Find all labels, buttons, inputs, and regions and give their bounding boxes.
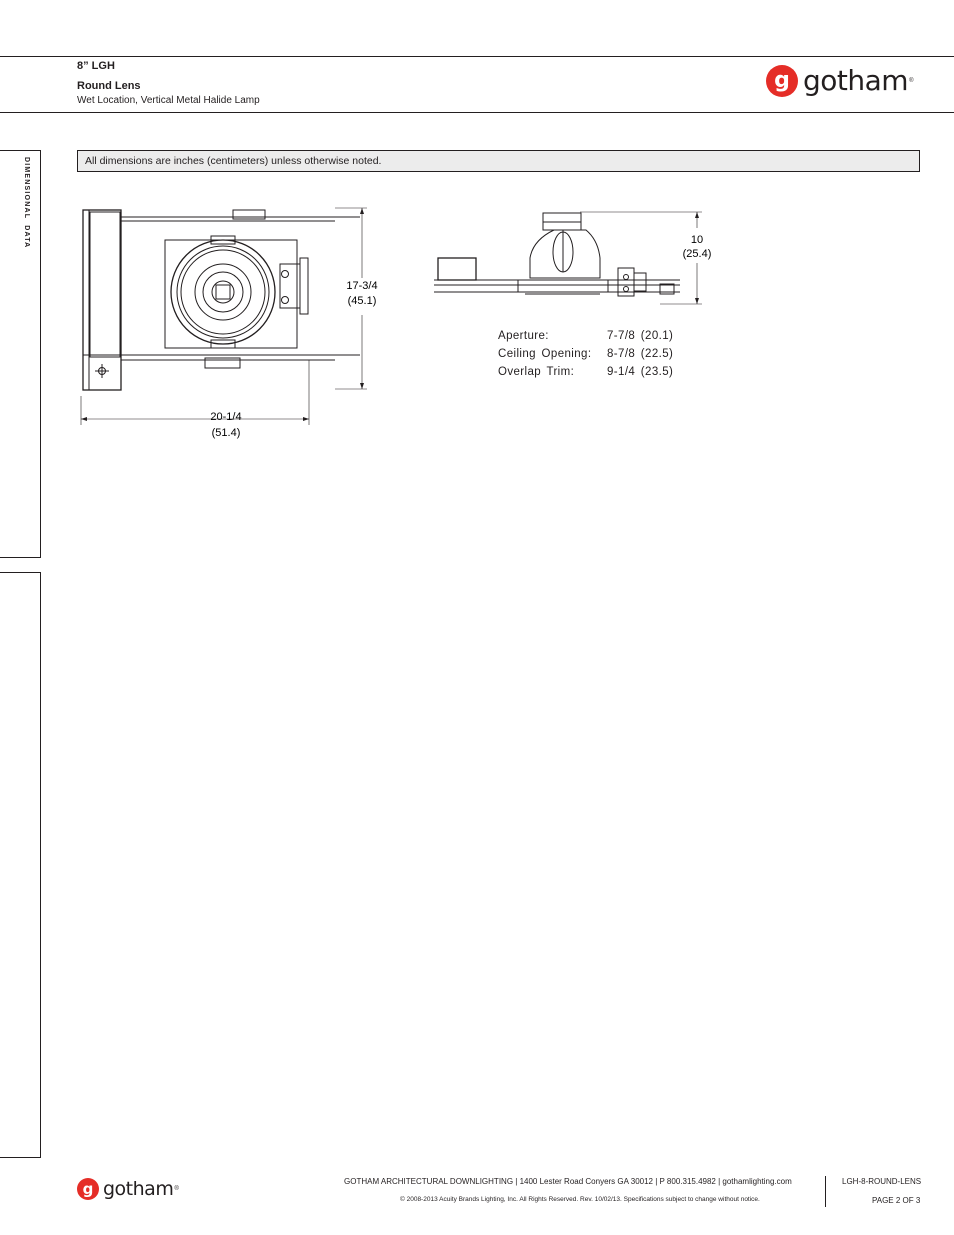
footer-copyright: © 2008-2013 Acuity Brands Lighting, Inc. All Rights Reserved. Rev. 10/02/13. Specifications subject to change without notice. [400, 1196, 760, 1203]
footer-divider [825, 1176, 826, 1207]
spec-label: Overlap Trim: [498, 366, 575, 378]
gotham-wordmark: gotham [103, 1178, 174, 1200]
spec-value: 7-7/8 (20.1) [607, 330, 674, 342]
plan-height-dim: 17-3/4 [346, 280, 378, 292]
opening-specs-table [498, 330, 673, 384]
product-code: 8” LGH [77, 60, 115, 72]
gotham-wordmark: gotham [803, 64, 909, 97]
spec-row-overlap-trim [498, 366, 673, 384]
registered-mark: ® [909, 77, 914, 84]
side-tab-blank [0, 572, 41, 1158]
gotham-g-icon: g [766, 65, 798, 97]
footer-company-info: GOTHAM ARCHITECTURAL DOWNLIGHTING | 1400 Lester Road Conyers GA 30012 | P 800.315.4982 | gothamlighting.com [344, 1177, 792, 1186]
spec-label: Aperture: [498, 330, 549, 342]
product-name: Round Lens [77, 80, 141, 92]
gotham-logo-footer [77, 1178, 179, 1200]
spec-value: 8-7/8 (22.5) [607, 348, 674, 360]
plan-view-drawing [75, 200, 395, 445]
gotham-logo-header [766, 64, 913, 97]
product-description: Wet Location, Vertical Metal Halide Lamp [77, 95, 260, 106]
plan-height-dim-cm: (45.1) [347, 295, 377, 307]
gotham-g-icon: g [77, 1178, 99, 1200]
spec-value: 9-1/4 (23.5) [607, 366, 674, 378]
plan-width-dim: 20-1/4 [210, 411, 242, 423]
spec-row-ceiling-opening [498, 348, 673, 366]
side-label-dimensional-data: DIMENSIONAL DATA [23, 157, 30, 249]
header-bottom-rule [0, 112, 954, 113]
registered-mark: ® [174, 1186, 179, 1192]
side-tab-dimensional [0, 150, 41, 558]
footer-page-number: PAGE 2 OF 3 [872, 1196, 921, 1205]
spec-row-aperture [498, 330, 673, 348]
plan-width-dim-cm: (51.4) [211, 427, 241, 439]
spec-label: Ceiling Opening: [498, 348, 592, 360]
footer-document-code: LGH-8-ROUND-LENS [842, 1177, 922, 1186]
side-height-dim-cm: (25.4) [682, 248, 712, 260]
dimensions-note: All dimensions are inches (centimeters) unless otherwise noted. [77, 150, 920, 172]
side-height-dim: 10 [690, 234, 704, 246]
side-view-drawing [430, 200, 720, 310]
header-top-rule [0, 56, 954, 57]
